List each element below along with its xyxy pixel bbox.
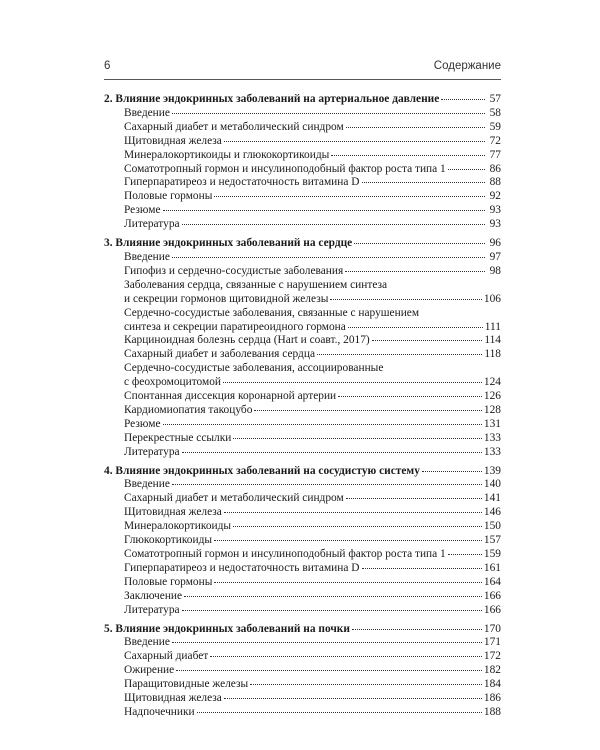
dot-leader: [441, 98, 485, 100]
toc-entry[interactable]: [104, 604, 501, 618]
toc-page-number: 141: [483, 492, 501, 505]
dot-leader: [172, 256, 485, 258]
toc-page-number: 184: [483, 678, 501, 691]
toc-entry-title: Сахарный диабет и метаболический синдром: [124, 492, 344, 505]
dot-leader: [224, 511, 482, 513]
toc-page-number: 88: [489, 176, 501, 189]
dot-leader: [345, 270, 485, 272]
toc-page-number: 166: [483, 589, 501, 602]
toc-entry-title: Щитовидная железа: [124, 692, 222, 705]
toc-entry-title: 4. Влияние эндокринных заболеваний на сосудистую систему: [104, 464, 420, 477]
toc-entry-title: Резюме: [124, 204, 161, 217]
toc-entry[interactable]: [104, 218, 501, 232]
dot-leader: [182, 451, 482, 453]
toc-entry[interactable]: [104, 534, 501, 548]
toc-page-number: 111: [484, 320, 501, 333]
dot-leader: [372, 339, 483, 341]
toc-entry-title: Введение: [124, 106, 170, 119]
toc-entry-title: Гиперпаратиреоз и недостаточность витамина D: [124, 561, 360, 574]
toc-entry-title: Паращитовидные железы: [124, 678, 249, 691]
toc-entry-title: Гипофиз и сердечно-сосудистые заболевания: [124, 264, 344, 277]
toc-page-number: 170: [483, 622, 501, 635]
toc-entry[interactable]: [104, 492, 501, 506]
toc-page-number: 159: [483, 548, 501, 560]
toc-entry[interactable]: [104, 548, 501, 562]
toc-entry-title: Литература: [124, 218, 180, 231]
dot-leader: [317, 353, 482, 355]
toc-page-number: 93: [489, 218, 501, 231]
toc-entry-title: Спонтанная диссекция коронарной артерии: [124, 390, 337, 403]
toc-page-number: 139: [483, 464, 501, 477]
toc-page-number: 57: [489, 93, 501, 105]
toc-entry-title: 5. Влияние эндокринных заболеваний на почки: [104, 622, 350, 635]
toc-entry-title: Ожирение: [124, 664, 175, 677]
toc-page-number: 126: [483, 390, 501, 403]
toc-page-number: 93: [489, 204, 501, 217]
dot-leader: [182, 223, 485, 225]
toc-entry-title: Гиперпаратиреоз и недостаточность витамина D: [124, 176, 360, 189]
toc-entry[interactable]: [104, 334, 501, 348]
page-number: 6: [104, 60, 111, 72]
dot-leader: [331, 154, 485, 156]
toc-page-number: 97: [489, 250, 501, 263]
toc-entry-title: Соматотропный гормон и инсулиноподобный фактор роста типа 1: [124, 162, 446, 175]
toc-entry[interactable]: [104, 176, 501, 190]
dot-leader: [172, 641, 482, 643]
toc-entry[interactable]: [104, 121, 501, 135]
toc-entry-title: Резюме: [124, 417, 161, 430]
toc-page-number: 128: [483, 403, 501, 416]
dot-leader: [224, 140, 485, 142]
dot-leader: [163, 423, 482, 425]
dot-leader: [448, 553, 482, 555]
dot-leader: [346, 126, 485, 128]
toc-entry-title: Половые гормоны: [124, 190, 213, 203]
toc-entry[interactable]: [104, 706, 501, 720]
toc-page-number: 77: [489, 148, 501, 161]
toc-entry-title: Литература: [124, 445, 180, 458]
toc-page-number: 172: [483, 650, 501, 663]
toc-entry-title-continuation: и секреции гормонов щитовидной железы: [124, 292, 329, 305]
dot-leader: [163, 209, 485, 211]
toc-page-number: 166: [483, 603, 501, 616]
toc-entry-title: Половые гормоны: [124, 575, 213, 588]
toc-entry[interactable]: [104, 163, 501, 177]
dot-leader: [448, 168, 485, 170]
dot-leader: [223, 381, 482, 383]
dot-leader: [172, 483, 482, 485]
toc-page-number: 98: [489, 264, 501, 277]
toc-entry[interactable]: [104, 251, 501, 265]
toc-entry[interactable]: [104, 636, 501, 650]
toc-page-number: 124: [483, 376, 501, 389]
toc-entry[interactable]: [104, 520, 501, 534]
dot-leader: [224, 697, 482, 699]
toc-page-number: 161: [483, 561, 501, 574]
toc-chapter: [104, 237, 501, 460]
toc-entry-title: Щитовидная железа: [124, 134, 222, 147]
toc-entry[interactable]: [104, 265, 501, 279]
toc-entry[interactable]: [104, 362, 501, 390]
toc-entry-title: Минералокортикоиды: [124, 520, 232, 533]
running-title: Содержание: [433, 60, 501, 72]
toc-entry-title: Перекрестные ссылки: [124, 431, 232, 444]
toc-entry-title: Щитовидная железа: [124, 506, 222, 519]
toc-page-number: 186: [483, 692, 501, 705]
toc-page-number: 182: [483, 664, 501, 677]
dot-leader: [210, 655, 482, 657]
dot-leader: [172, 112, 485, 114]
dot-leader: [348, 326, 483, 328]
toc-entry-title: Сердечно-сосудистые заболевания, ассоциированные: [124, 362, 384, 375]
toc-entry[interactable]: [104, 432, 501, 446]
toc-entry-title: Введение: [124, 636, 170, 649]
toc-page-number: 133: [483, 445, 501, 458]
toc-page-number: 164: [483, 575, 501, 588]
toc-entry[interactable]: [104, 562, 501, 576]
dot-leader: [362, 567, 482, 569]
dot-leader: [197, 711, 482, 713]
toc-entry-title: Минералокортикоиды и глюкокортикоиды: [124, 148, 330, 161]
toc-entry-title: Литература: [124, 603, 180, 616]
dot-leader: [254, 409, 482, 411]
toc-entry-title-continuation: синтеза и секреции паратиреоидного гормона: [124, 320, 346, 333]
toc-entry[interactable]: [104, 650, 501, 664]
toc-entry-title: Сахарный диабет: [124, 650, 209, 663]
toc-page-number: 59: [489, 120, 501, 133]
toc-entry[interactable]: [104, 107, 501, 121]
toc-chapter: [104, 623, 501, 720]
toc-entry[interactable]: [104, 590, 501, 604]
table-of-contents: [104, 93, 501, 725]
toc-entry[interactable]: [104, 135, 501, 149]
toc-entry[interactable]: [104, 576, 501, 590]
toc-entry[interactable]: [104, 390, 501, 404]
toc-page-number: 106: [483, 292, 501, 305]
dot-leader: [422, 470, 482, 472]
toc-entry[interactable]: [104, 678, 501, 692]
toc-page-number: 58: [489, 106, 501, 119]
toc-page-number: 118: [484, 348, 501, 361]
toc-entry[interactable]: [104, 348, 501, 362]
dot-leader: [330, 298, 482, 300]
toc-entry[interactable]: [104, 204, 501, 218]
toc-entry[interactable]: [104, 478, 501, 492]
dot-leader: [338, 395, 482, 397]
toc-page-number: 131: [483, 417, 501, 430]
toc-page-number: 157: [483, 534, 501, 547]
toc-entry[interactable]: [104, 190, 501, 204]
toc-entry[interactable]: [104, 149, 501, 163]
toc-entry[interactable]: [104, 664, 501, 678]
toc-entry[interactable]: [104, 446, 501, 460]
toc-page-number: 133: [483, 431, 501, 444]
toc-page-number: 72: [489, 134, 501, 147]
toc-chapter-heading[interactable]: [104, 623, 501, 637]
dot-leader: [214, 581, 482, 583]
toc-entry-title: Карциноидная болезнь сердца (Hart и соавт., 2017): [124, 334, 370, 347]
toc-entry-title: 3. Влияние эндокринных заболеваний на сердце: [104, 237, 353, 250]
toc-page-number: 114: [484, 334, 501, 347]
toc-chapter: [104, 465, 501, 618]
header-rule: [104, 79, 501, 80]
dot-leader: [233, 525, 482, 527]
toc-entry-title: Сахарный диабет и метаболический синдром: [124, 120, 344, 133]
toc-page-number: 150: [483, 520, 501, 533]
dot-leader: [214, 195, 485, 197]
toc-chapter: [104, 93, 501, 232]
dot-leader: [362, 181, 485, 183]
toc-entry-title: Сердечно-сосудистые заболевания, связанные с нарушением: [124, 306, 420, 319]
dot-leader: [182, 609, 482, 611]
toc-chapter-heading[interactable]: [104, 237, 501, 251]
dot-leader: [352, 628, 482, 630]
toc-entry[interactable]: [104, 307, 501, 335]
dot-leader: [176, 669, 482, 671]
dot-leader: [250, 683, 482, 685]
toc-entry-title: Глюкокортикоиды: [124, 534, 213, 547]
toc-entry-title-continuation: с феохромоцитомой: [124, 376, 222, 389]
toc-entry-title: Заключение: [124, 589, 183, 602]
dot-leader: [354, 242, 485, 244]
toc-page-number: 171: [483, 636, 501, 649]
dot-leader: [233, 437, 482, 439]
toc-entry-title: Введение: [124, 250, 170, 263]
toc-page-number: 96: [489, 237, 501, 250]
toc-entry[interactable]: [104, 418, 501, 432]
dot-leader: [214, 539, 482, 541]
toc-page-number: 86: [489, 162, 501, 175]
toc-entry[interactable]: [104, 404, 501, 418]
toc-entry[interactable]: [104, 279, 501, 307]
toc-page-number: 188: [483, 705, 501, 718]
toc-entry-title: Соматотропный гормон и инсулиноподобный фактор роста типа 1: [124, 548, 446, 560]
dot-leader: [184, 595, 482, 597]
toc-entry-title: Введение: [124, 478, 170, 491]
toc-chapter-heading[interactable]: [104, 465, 501, 479]
toc-entry-title: Сахарный диабет и заболевания сердца: [124, 348, 315, 361]
toc-entry-title: Надпочечники: [124, 705, 195, 718]
toc-entry[interactable]: [104, 692, 501, 706]
toc-page-number: 140: [483, 478, 501, 491]
toc-entry-title: Кардиомиопатия такоцубо: [124, 403, 253, 416]
toc-entry-title: Заболевания сердца, связанные с нарушением синтеза: [124, 278, 388, 291]
toc-entry[interactable]: [104, 506, 501, 520]
toc-chapter-heading[interactable]: [104, 93, 501, 107]
dot-leader: [346, 497, 482, 499]
toc-page-number: 92: [489, 190, 501, 203]
toc-page-number: 146: [483, 506, 501, 519]
toc-entry-title: 2. Влияние эндокринных заболеваний на артериальное давление: [104, 93, 440, 105]
page-header: [104, 60, 501, 76]
